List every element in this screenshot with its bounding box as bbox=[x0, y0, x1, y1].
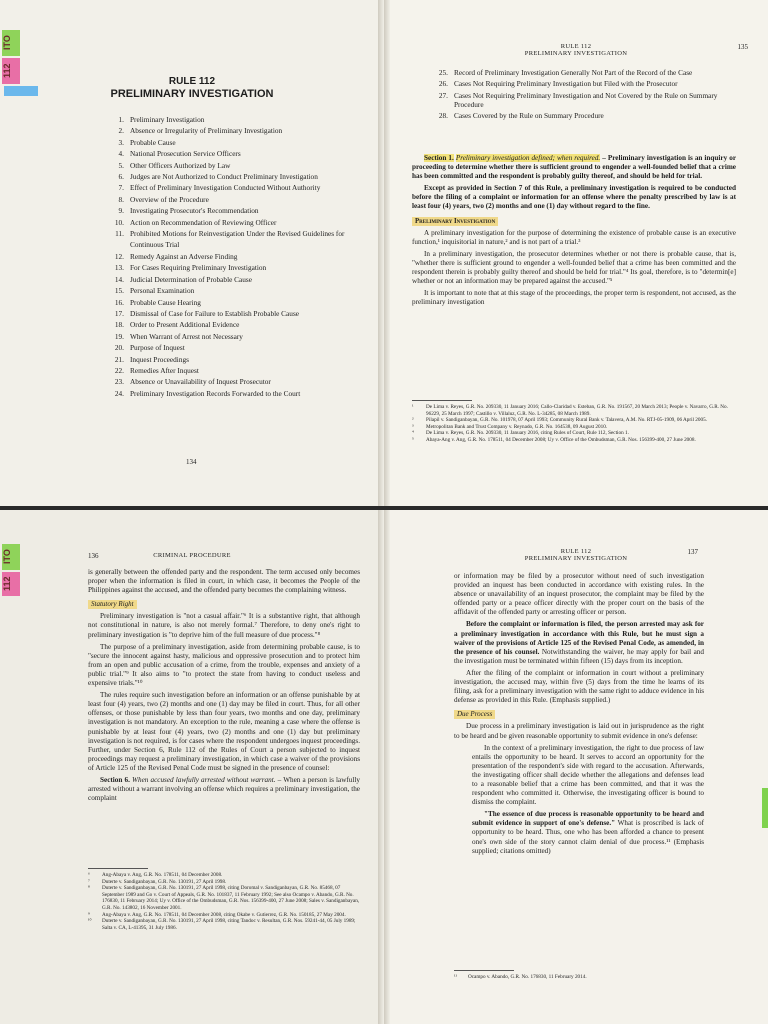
paragraph-before-filing-rest: Notwithstanding the waiver, he may apply for bail and the investigation must be terminated within fifteen (15) days from its inception. bbox=[454, 647, 704, 665]
toc-item bbox=[106, 388, 362, 399]
toc-item bbox=[106, 354, 362, 365]
toc-item-title: Probable Cause bbox=[130, 137, 176, 147]
footnote bbox=[454, 974, 704, 981]
paragraph-after-filing: After the filing of the complaint or information in court without a preliminary investigation, the accused may, within five (5) days from the time he learns of its filing, ask for a preliminary investigation with the same right to adduce evidence in his defense as provided in this Rule. (Emphasis supplied.) bbox=[454, 668, 704, 705]
toc-item-number: 22. bbox=[114, 365, 124, 375]
toc-item-title: When Warrant of Arrest not Necessary bbox=[130, 331, 243, 341]
toc-item-number: 7. bbox=[118, 183, 124, 193]
section-6-body: – When a person is lawfully arrested without a warrant involving an offense which requires a preliminary investigation, the complaint bbox=[88, 775, 360, 803]
subheading-preliminary-investigation: Preliminary Investigation bbox=[412, 217, 498, 226]
toc-item-title: Remedy Against an Adverse Finding bbox=[130, 251, 238, 261]
toc-item-title: Inquest Proceedings bbox=[130, 354, 189, 364]
toc-item-number: 3. bbox=[118, 137, 124, 147]
toc-item bbox=[106, 297, 362, 308]
toc-item-number: 13. bbox=[114, 263, 124, 273]
toc-item bbox=[106, 205, 362, 216]
paragraph-continued: is generally between the offended party and the respondent. The term accused only becomes proper when the information is filed in court, in which case, it becomes the People of the Philippines against the accused, and the offended party becomes the complaining witness. bbox=[88, 568, 360, 595]
footnote bbox=[412, 417, 736, 424]
toc-item bbox=[106, 331, 362, 342]
toc-item-number: 8. bbox=[118, 194, 124, 204]
body-paragraphs bbox=[412, 229, 736, 308]
footnote-number: ¹⁰ bbox=[88, 918, 92, 925]
toc-item bbox=[428, 68, 734, 77]
toc-item bbox=[106, 137, 362, 148]
footnote-number: ¹¹ bbox=[454, 974, 458, 980]
toc-item-title: Judges are Not Authorized to Conduct Preliminary Investigation bbox=[130, 172, 318, 182]
toc-item-number: 10. bbox=[114, 217, 124, 227]
toc-item-number: 15. bbox=[114, 286, 124, 296]
toc-item-title: Action on Recommendation of Reviewing Officer bbox=[130, 217, 277, 227]
running-header: RULE 112 bbox=[560, 43, 592, 50]
page-135 bbox=[384, 0, 768, 506]
toc-item-number: 12. bbox=[114, 251, 124, 261]
paragraph-due-process: Due process in a preliminary investigation is laid out in jurisprudence as the right to be heard and be given reasonable opportunity to submit evidence in one's defense: bbox=[454, 722, 704, 740]
toc-item-title: Prohibited Motions for Reinvestigation Under the Revised Guidelines for Continuous Trial bbox=[130, 229, 345, 250]
toc-item-title: Absence or Irregularity of Preliminary Investigation bbox=[130, 126, 283, 136]
page-137-text bbox=[454, 572, 704, 859]
toc-item-title: Effect of Preliminary Investigation Conducted Without Authority bbox=[130, 183, 321, 193]
running-subheader: PRELIMINARY INVESTIGATION bbox=[524, 555, 628, 562]
footnote-number: ⁹ bbox=[88, 911, 90, 918]
tab-marker-pink: 112 bbox=[2, 58, 20, 84]
footnote-text: Pilapil v. Sandiganbayan, G.R. No. 101978, 07 April 1993; Community Rural Bank v. Talavera, A.M. No. RTJ-05-1909, 06 April 2005. bbox=[426, 417, 707, 424]
toc-item bbox=[428, 111, 734, 120]
body-paragraphs bbox=[88, 612, 360, 773]
tab-marker-green: ITO bbox=[2, 544, 20, 570]
toc-item bbox=[106, 125, 362, 136]
tab-marker-green: ITO bbox=[2, 30, 20, 56]
toc-item-title: Judicial Determination of Probable Cause bbox=[130, 274, 252, 284]
footnote-divider bbox=[454, 970, 514, 971]
paragraph-except: Except as provided in Section 7 of this Rule, a preliminary investigation is required to be conducted before the filing of a complaint or information for an offense where the penalty prescribed by law is at least four (4) years, two (2) months and one (1) day without regard to the fine. bbox=[412, 184, 736, 211]
toc-item bbox=[106, 228, 362, 251]
footnotes bbox=[412, 404, 736, 444]
toc-item-title: For Cases Requiring Preliminary Investigation bbox=[130, 263, 267, 273]
toc-item-title: Order to Present Additional Evidence bbox=[130, 320, 240, 330]
paragraph-before-filing bbox=[454, 620, 704, 665]
toc-item bbox=[106, 194, 362, 205]
page-136 bbox=[0, 510, 384, 1024]
section-6-title: When accused lawfully arrested without warrant. bbox=[132, 775, 276, 784]
body-paragraph: In a preliminary investigation, the prosecutor determines whether or not there is probable cause, that is, "whether there is sufficient ground to engender a well-founded belief that a crime has been committed and the respondent therein is probably guilty thereof and should be held for trial."⁴ Its goal, therefore, is to "determin[e] whether or not an information may be prepared against the accused."⁵ bbox=[412, 249, 736, 286]
toc-item bbox=[106, 285, 362, 296]
toc-item-title: Overview of the Procedure bbox=[130, 194, 209, 204]
toc-item-number: 4. bbox=[118, 149, 124, 159]
tab-marker-green-edge bbox=[762, 788, 768, 828]
footnote-text: Metropolitan Bank and Trust Company v. Reynado, G.R. No. 164538, 09 August 2010. bbox=[426, 423, 608, 430]
footnote-divider bbox=[412, 400, 472, 401]
toc-item bbox=[106, 365, 362, 376]
footnote bbox=[88, 912, 360, 919]
toc-item-number: 25. bbox=[438, 68, 448, 77]
toc-item-number: 14. bbox=[114, 274, 124, 284]
section-1-paragraph bbox=[412, 154, 736, 181]
toc-item-title: Probable Cause Hearing bbox=[130, 297, 201, 307]
page-binding bbox=[384, 0, 390, 506]
page-number: 136 bbox=[88, 552, 99, 560]
footnote-text: Abaya-Ang v. Ang, G.R. No. 178511, 04 December 2008; Uy v. Office of the Ombudsman, G.R. Nos. 156399-400, 27 June 2008. bbox=[426, 436, 696, 443]
running-header: CRIMINAL PROCEDURE bbox=[153, 552, 231, 559]
toc-item-number: 16. bbox=[114, 297, 124, 307]
toc-item-number: 26. bbox=[438, 79, 448, 89]
page-number: 137 bbox=[687, 548, 698, 556]
rule-label: RULE 112 bbox=[168, 76, 216, 87]
footnote-number: ² bbox=[412, 417, 414, 424]
section-6-label: Section 6. bbox=[100, 775, 130, 784]
page-number: 134 bbox=[186, 458, 197, 466]
footnote-number: ⁴ bbox=[412, 430, 414, 437]
toc-item bbox=[428, 79, 734, 88]
toc-item-title: Absence or Unavailability of Inquest Prosecutor bbox=[130, 377, 271, 387]
toc-item bbox=[428, 91, 734, 110]
toc-item bbox=[106, 160, 362, 171]
toc-item-title: Record of Preliminary Investigation Generally Not Part of the Record of the Case bbox=[454, 68, 693, 77]
footnote-text: Duterte v. Sandiganbayan, G.R. No. 130191, 27 April 1998. bbox=[102, 878, 227, 885]
footnotes bbox=[454, 974, 704, 981]
subheading-due-process: Due Process bbox=[454, 710, 495, 719]
running-subheader: PRELIMINARY INVESTIGATION bbox=[524, 50, 628, 57]
footnote-number: ⁵ bbox=[412, 436, 414, 443]
table-of-contents bbox=[106, 114, 362, 399]
toc-item-title: Cases Not Requiring Preliminary Investigation but Filed with the Prosecutor bbox=[454, 79, 678, 89]
toc-item bbox=[106, 148, 362, 159]
footnotes bbox=[88, 872, 360, 931]
section-1-label: Section 1. bbox=[424, 154, 454, 162]
footnote-text: Duterte v. Sandiganbayan, G.R. No. 130191, 27 April 1998, citing Doromal v. Sandiganbayan, G.R. No. 85468, 07 September 1989 and Go v. Court of Appeals, G.R. No. 101837, 11 February 1992; See also Ocampo v. Abando, G.R. No. 176830, 11 February 2014; Uy v. Office of the Ombudsman, G.R. Nos. 156399-400, 27 June 2008; Sales v. Sandiganbayan, G.R. No. 143802, 16 November 2001. bbox=[102, 885, 360, 911]
toc-item-title: Personal Examination bbox=[130, 286, 195, 296]
paragraph-continued: or information may be filed by a prosecutor without need of such investigation provided an inquest has been conducted in accordance with existing rules. In the absence or unavailability of an inquest prosecutor, the complaint may be filed by the offended party or a peace officer directly with the proper court on the basis of the affidavit of the offended party or arresting officer or person. bbox=[454, 572, 704, 617]
table-of-contents-continued bbox=[428, 68, 734, 122]
footnote-text: Duterte v. Sandiganbayan, G.R. No. 130191, 27 April 1998, citing Tandoc v. Resultan, G.R. Nos. 59241-44, 05 July 1989; Salta v. CA, L-41395, 31 July 1986. bbox=[102, 918, 356, 931]
footnote-number: ⁶ bbox=[88, 872, 90, 878]
toc-item-title: Purpose of Inquest bbox=[130, 343, 185, 353]
toc-item-title: Remedies After Inquest bbox=[130, 365, 199, 375]
toc-item-number: 21. bbox=[114, 354, 124, 364]
body-paragraph: The purpose of a preliminary investigation, aside from determining probable cause, is to "secure the innocent against hasty, malicious and oppressive prosecution and to protect him from an open and public accusation of a crime, from the trouble, expenses and anxiety of a public trial."⁹ It also aims to "to protect the state from having to conduct useless and expensive trials."¹⁰ bbox=[88, 642, 360, 688]
body-paragraph: Preliminary investigation is "not a casual affair."⁶ It is a substantive right, that although not constitutional in nature, is also not merely formal.⁷ Therefore, to deny one's right to preliminary investigation is "to deprive him of the full measure of due process."⁸ bbox=[88, 612, 360, 639]
toc-item-title: Cases Not Requiring Preliminary Investigation and Not Covered by the Rule on Summary Procedure bbox=[454, 90, 718, 109]
section-1-title: Preliminary investigation defined; when required. bbox=[455, 154, 601, 162]
page-134 bbox=[0, 0, 384, 506]
toc-item bbox=[106, 274, 362, 285]
footnote bbox=[88, 885, 360, 911]
toc-item-number: 5. bbox=[118, 160, 124, 170]
body-paragraph: The rules require such investigation before an information or an offense punishable by at least four (4) years, two (2) months and one (1) day may be filed in court. Thus, for all other offenses, or those punishable by less than four years, two months and one day, preliminary investigation is not mandatory. An exception to the rule, meaning a case where the offense is punishable by at least four (4) years, two (2) months and one (1) day but preliminary investigation is not required, is for cases where the respondent undergoes inquest proceedings. Further, under Section 6, Rule 112 of the Rules of Court a person subjected to inquest proceedings may request a preliminary investigation, in which case a waiver of the provisions of Article 125 of the Revised Penal Code must be signed in the presence of counsel: bbox=[88, 691, 360, 772]
block-quote bbox=[472, 744, 704, 856]
quote-paragraph-2-rest: What is proscribed is lack of opportunity to be heard. Thus, one who has been afforded a chance to present one's own side of the story cannot claim denial of due process.¹¹ (Emphasis supplied; citations omitted) bbox=[472, 819, 704, 855]
footnote bbox=[88, 872, 360, 879]
toc-item bbox=[106, 342, 362, 353]
footnote-text: De Lima v. Reyes, G.R. No. 209330, 11 January 2016; Callo-Claridad v. Esteban, G.R. No. 191567, 20 March 2013; People v. Navarro, G.R. No. 96229, 25 March 1997; Castillo v. Villaluz, G.R. No. L-34285, 08 March 1989. bbox=[426, 404, 728, 417]
toc-item-number: 9. bbox=[118, 206, 124, 216]
footnote-text: Ang-Abaya v. Ang, G.R. No. 178511, 04 December 2008. bbox=[102, 872, 223, 878]
quote-paragraph-1: In the context of a preliminary investigation, the right to due process of law entails the opportunity to be heard. It serves to accord an opportunity for the presentation of the respondent's side with regard to the accusation. Afterwards, the investigating officer shall decide whether the allegations and defenses lead to a reasonable belief that a crime has been committed, and that it was the respondent who committed it. Otherwise, the investigating officer is bound to dismiss the complaint. bbox=[472, 743, 704, 807]
toc-item-number: 11. bbox=[115, 229, 124, 239]
toc-item bbox=[106, 217, 362, 228]
section-6-paragraph bbox=[88, 776, 360, 803]
body-paragraph: It is important to note that at this stage of the proceedings, the proper term is respondent, not accused, as the preliminary investigation bbox=[412, 289, 736, 307]
toc-item-title: Other Officers Authorized by Law bbox=[130, 160, 231, 170]
section-1-body: – Preliminary investigation is an inquiry or proceeding to determine whether there is sufficient ground to engender a well-founded belief that a crime has been committed and the respondent is probably guilty thereof, and should be held for trial. bbox=[412, 154, 737, 181]
footnote-text: De Lima v. Reyes, G.R. No. 209330, 11 January 2016, citing Rules of Court, Rule 112, Section 1. bbox=[426, 430, 629, 437]
toc-item bbox=[106, 376, 362, 387]
toc-item-title: Investigating Prosecutor's Recommendation bbox=[130, 206, 259, 216]
toc-item-title: Preliminary Investigation bbox=[130, 115, 205, 124]
toc-item-number: 20. bbox=[114, 343, 124, 353]
body-paragraph: A preliminary investigation for the purpose of determining the existence of probable cause is an executive function,¹ inquisitorial in nature,² and is not part of a trial.³ bbox=[412, 228, 736, 246]
chapter-title: PRELIMINARY INVESTIGATION bbox=[110, 88, 274, 100]
footnote bbox=[412, 437, 736, 444]
toc-item-number: 2. bbox=[118, 126, 124, 136]
toc-item-title: Cases Covered by the Rule on Summary Procedure bbox=[454, 111, 604, 121]
footnote bbox=[412, 404, 736, 417]
toc-item bbox=[106, 182, 362, 193]
toc-item bbox=[106, 319, 362, 330]
subheading-statutory-right: Statutory Right bbox=[88, 600, 137, 609]
tab-marker-pink: 112 bbox=[2, 572, 20, 596]
toc-item bbox=[106, 171, 362, 182]
toc-item-number: 24. bbox=[114, 388, 124, 398]
page-binding bbox=[384, 510, 390, 1024]
footnote bbox=[412, 430, 736, 437]
footnote bbox=[88, 879, 360, 886]
toc-item bbox=[106, 262, 362, 273]
toc-item-title: National Prosecution Service Officers bbox=[130, 149, 241, 159]
toc-item-title: Dismissal of Case for Failure to Establish Probable Cause bbox=[130, 308, 300, 318]
toc-item bbox=[106, 114, 362, 125]
toc-item-number: 18. bbox=[114, 320, 124, 330]
toc-item bbox=[106, 251, 362, 262]
toc-item-number: 19. bbox=[114, 331, 124, 341]
toc-item-number: 6. bbox=[118, 172, 124, 182]
toc-item-number: 23. bbox=[114, 377, 124, 387]
toc-item-number: 17. bbox=[114, 308, 124, 318]
footnote-number: ¹ bbox=[412, 404, 414, 410]
toc-item-number: 27. bbox=[438, 90, 448, 100]
toc-item-number: 1. bbox=[118, 115, 124, 124]
paragraph-before-filing-bold: Before the complaint or information is filed, the person arrested may ask for a preliminary investigation in accordance with this Rule, but he must sign a waiver of the provisions of Article 125 of the Revised Penal Code, as amended, in the presence of his counsel. bbox=[454, 620, 704, 656]
footnote-number: ⁷ bbox=[88, 878, 90, 885]
footnote-text: Ocampo v. Abando, G.R. No. 176830, 11 February 2014. bbox=[468, 974, 587, 980]
footnote-number: ⁸ bbox=[88, 885, 90, 892]
page-137 bbox=[384, 510, 768, 1024]
footnote-divider bbox=[88, 868, 148, 869]
footnote bbox=[88, 918, 360, 931]
toc-item bbox=[106, 308, 362, 319]
quote-paragraph-2-bold: "The essence of due process is reasonable opportunity to be heard and submit evidence in support of one's defense." bbox=[472, 810, 704, 828]
quote-paragraph-2 bbox=[472, 810, 704, 855]
page-number: 135 bbox=[737, 43, 748, 51]
page-136-text bbox=[88, 568, 360, 806]
footnote-text: Ang-Abaya v. Ang, G.R. No. 178511, 04 December 2008, citing Okabe v. Gutierrez, G.R. No. 150185, 27 May 2004. bbox=[102, 911, 346, 918]
section-1-text bbox=[412, 154, 736, 310]
toc-item-title: Preliminary Investigation Records Forwarded to the Court bbox=[130, 388, 301, 398]
toc-item-number: 28. bbox=[438, 111, 448, 121]
running-header: RULE 112 bbox=[560, 548, 592, 555]
footnote-number: ³ bbox=[412, 423, 414, 430]
